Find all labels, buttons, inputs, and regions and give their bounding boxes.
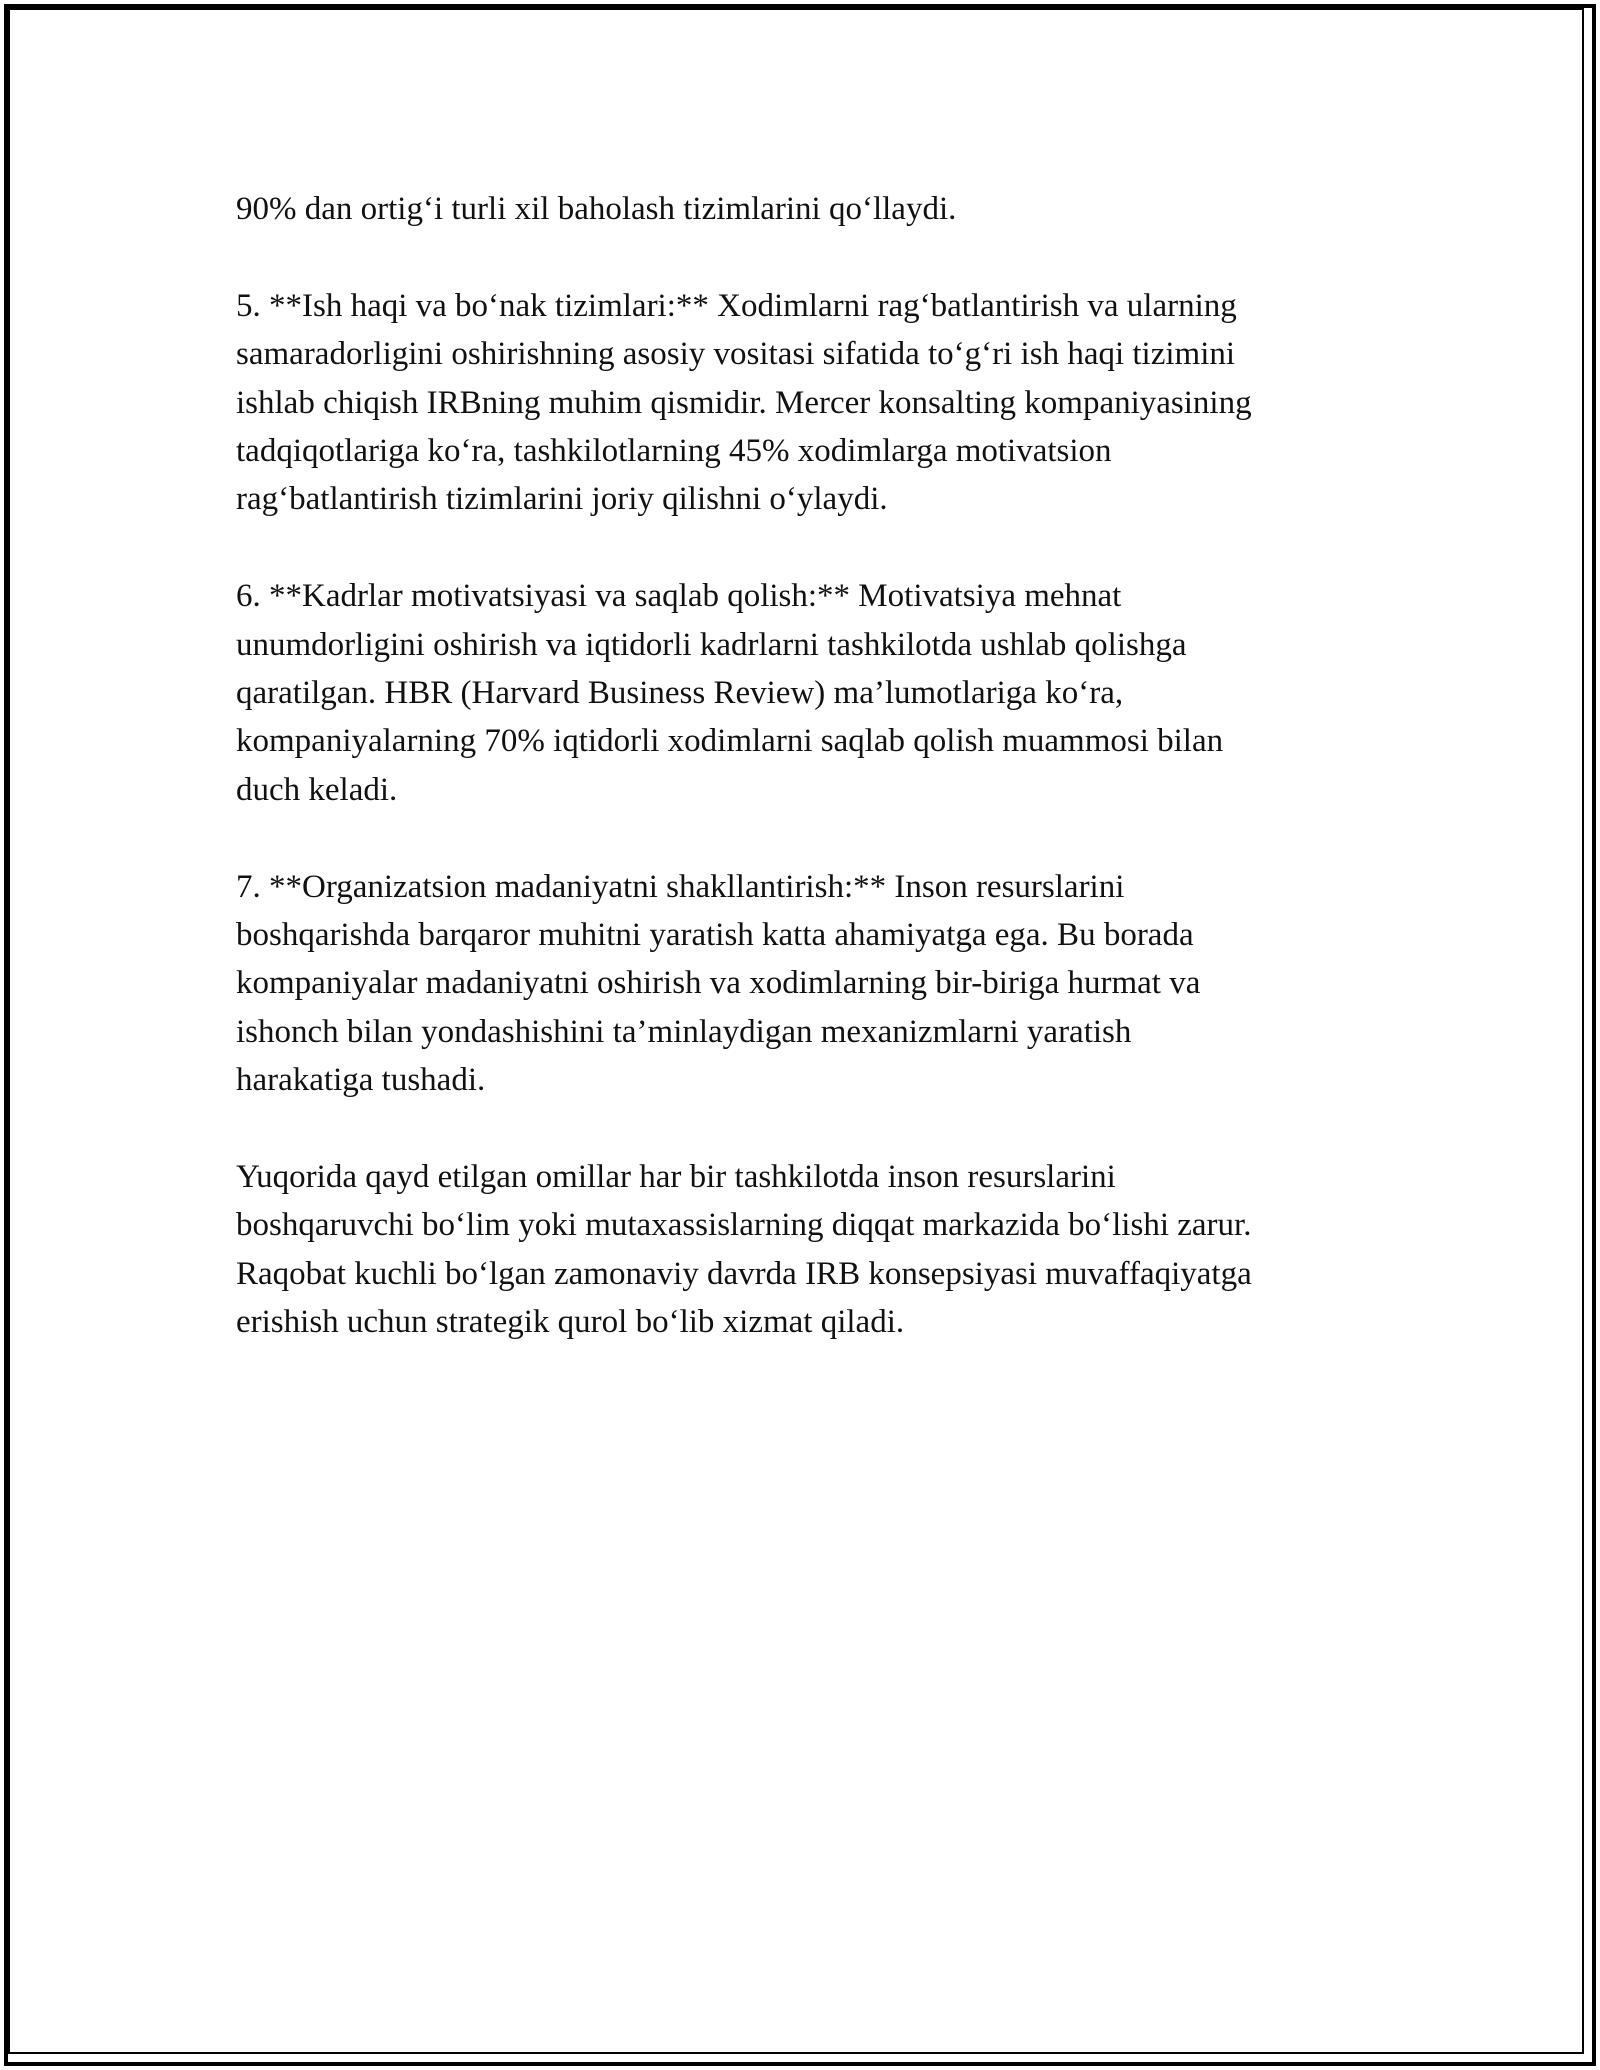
- text-line: ishonch bilan yondashishini ta’minlaydigan mexanizmlarni yaratish: [236, 1013, 1132, 1050]
- text-line: kompaniyalarning 70% iqtidorli xodimlarni saqlab qolish muammosi bilan: [236, 723, 1224, 760]
- paragraph-item-6-motivation: [236, 572, 1396, 814]
- text-line: boshqaruvchi bo‘lim yoki mutaxassislarning diqqat markazida bo‘lishi zarur.: [236, 1207, 1252, 1244]
- paragraph-item-5-salary-systems: [236, 282, 1396, 524]
- paragraph-conclusion: [236, 1153, 1396, 1347]
- text-line: tadqiqotlariga ko‘ra, tashkilotlarning 45% xodimlarga motivatsion: [236, 433, 1112, 470]
- text-line: Yuqorida qayd etilgan omillar har bir tashkilotda inson resurslarini: [236, 1159, 1116, 1196]
- text-line: ishlab chiqish IRBning muhim qismidir. Mercer konsalting kompaniyasining: [236, 384, 1252, 421]
- text-line: harakatiga tushadi.: [236, 1062, 486, 1099]
- text-line: erishish uchun strategik qurol bo‘lib xizmat qiladi.: [236, 1304, 905, 1341]
- text-line: samaradorligini oshirishning asosiy vositasi sifatida to‘g‘ri ish haqi tizimini: [236, 336, 1236, 373]
- text-line: Raqobat kuchli bo‘lgan zamonaviy davrda IRB konsepsiyasi muvaffaqiyatga: [236, 1255, 1252, 1292]
- text-line: duch keladi.: [236, 771, 398, 808]
- text-line: 7. **Organizatsion madaniyatni shakllantirish:** Inson resurslarini: [236, 868, 1125, 905]
- text-line: 5. **Ish haqi va bo‘nak tizimlari:** Xodimlarni rag‘batlantirish va ularning: [236, 287, 1237, 324]
- text-line: 90% dan ortig‘i turli xil baholash tizimlarini qo‘llaydi.: [236, 191, 957, 227]
- text-line: unumdorligini oshirish va iqtidorli kadrlarni tashkilotda ushlab qolishga: [236, 626, 1187, 663]
- paragraph-item-7-culture: [236, 863, 1396, 1105]
- text-line: rag‘batlantirish tizimlarini joriy qilishni o‘ylaydi.: [236, 481, 888, 518]
- text-line: qaratilgan. HBR (Harvard Business Review) ma’lumotlariga ko‘ra,: [236, 675, 1124, 712]
- text-line: kompaniyalar madaniyatni oshirish va xodimlarning bir-biriga hurmat va: [236, 965, 1201, 1002]
- paragraph-continuation: [236, 185, 1396, 233]
- text-line: boshqarishda barqaror muhitni yaratish katta ahamiyatga ega. Bu borada: [236, 917, 1194, 954]
- document-body: [236, 185, 1396, 1395]
- text-line: 6. **Kadrlar motivatsiyasi va saqlab qolish:** Motivatsiya mehnat: [236, 578, 1122, 615]
